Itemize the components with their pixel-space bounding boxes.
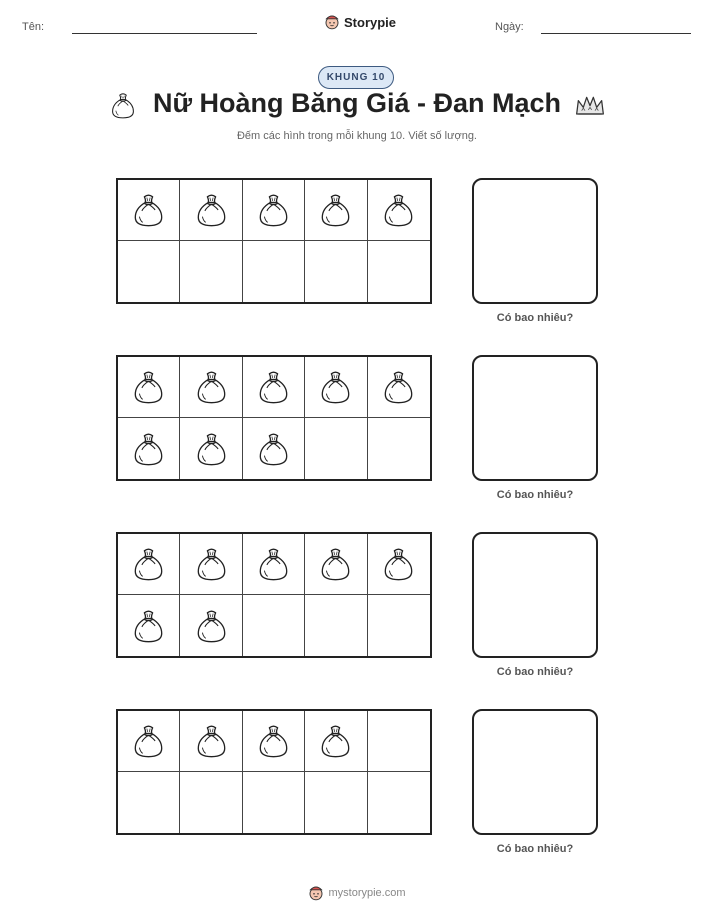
ten-frame-cell <box>118 241 180 302</box>
answer-box[interactable] <box>472 355 598 481</box>
ten-frame-cell <box>243 357 305 418</box>
money-bag-icon <box>257 191 290 229</box>
money-bag-icon <box>382 545 415 583</box>
ten-frame-cell <box>243 180 305 241</box>
count-question: Có bao nhiêu? <box>496 489 574 501</box>
money-bag-icon <box>195 545 228 583</box>
ten-frame-cell <box>368 711 430 772</box>
money-bag-icon <box>195 430 228 468</box>
ten-frame-cell <box>243 418 305 479</box>
ten-frame-cell <box>368 418 430 479</box>
ten-frame-cell <box>243 241 305 302</box>
date-label: Ngày: <box>495 21 524 33</box>
ten-frame-cell <box>305 357 367 418</box>
ten-frame-cell <box>243 595 305 656</box>
ten-frame-cell <box>368 357 430 418</box>
money-bag-icon <box>257 545 290 583</box>
ten-frame-cell <box>118 772 180 833</box>
ten-frame-cell <box>305 180 367 241</box>
money-bag-icon <box>319 545 352 583</box>
money-bag-icon <box>319 368 352 406</box>
instructions: Đếm các hình trong mỗi khung 10. Viết số lượng. <box>236 130 477 142</box>
ten-frame-cell <box>180 711 242 772</box>
ten-frame-cell <box>305 711 367 772</box>
ten-frame <box>116 709 432 835</box>
money-bag-icon <box>195 191 228 229</box>
storypie-mascot-icon <box>324 13 340 31</box>
money-bag-icon <box>132 430 165 468</box>
ten-frame <box>116 355 432 481</box>
ten-frame-cell <box>368 772 430 833</box>
ten-frame-cell <box>180 241 242 302</box>
footer <box>0 884 714 902</box>
name-field[interactable] <box>72 33 257 34</box>
ten-frame-cell <box>118 711 180 772</box>
ten-frame-cell <box>368 180 430 241</box>
ten-frame-cell <box>305 418 367 479</box>
ten-frame-cell <box>118 180 180 241</box>
ten-frame-cell <box>180 772 242 833</box>
ten-frame-cell <box>305 534 367 595</box>
money-bag-icon <box>257 368 290 406</box>
ten-frame-cell <box>368 241 430 302</box>
page-title: Nữ Hoàng Băng Giá - Đan Mạch <box>152 88 562 118</box>
ten-frame-cell <box>243 534 305 595</box>
ten-frame-cell <box>180 180 242 241</box>
ten-frame-cell <box>180 418 242 479</box>
date-field[interactable] <box>541 33 691 34</box>
money-bag-icon <box>132 545 165 583</box>
count-question: Có bao nhiêu? <box>496 312 574 324</box>
money-bag-icon <box>257 722 290 760</box>
count-question: Có bao nhiêu? <box>496 843 574 855</box>
answer-box[interactable] <box>472 709 598 835</box>
money-bag-icon <box>195 722 228 760</box>
money-bag-icon <box>319 191 352 229</box>
name-label: Tên: <box>22 21 45 33</box>
worksheet-type-badge: KHUNG 10 <box>318 66 394 89</box>
brand-logo <box>324 13 396 31</box>
footer-url[interactable]: mystorypie.com <box>328 887 406 899</box>
ten-frame-cell <box>180 357 242 418</box>
ten-frame <box>116 532 432 658</box>
ten-frame-cell <box>180 595 242 656</box>
ten-frame-cell <box>305 595 367 656</box>
money-bag-icon <box>132 191 165 229</box>
ten-frame-cell <box>368 534 430 595</box>
ten-frame-cell <box>118 534 180 595</box>
ten-frame-cell <box>305 772 367 833</box>
money-bag-icon <box>132 368 165 406</box>
money-bag-icon <box>382 368 415 406</box>
ten-frame-cell <box>180 534 242 595</box>
brand-name: Storypie <box>344 14 397 30</box>
ten-frame-cell <box>305 241 367 302</box>
ten-frame-cell <box>368 595 430 656</box>
ten-frame <box>116 178 432 304</box>
ten-frame-cell <box>243 711 305 772</box>
ten-frame-cell <box>118 418 180 479</box>
money-bag-icon <box>195 607 228 645</box>
answer-box[interactable] <box>472 532 598 658</box>
ten-frame-cell <box>118 595 180 656</box>
answer-box[interactable] <box>472 178 598 304</box>
money-bag-icon <box>257 430 290 468</box>
money-bag-icon <box>319 722 352 760</box>
ice-crown-icon <box>573 94 607 119</box>
money-bag-icon <box>132 722 165 760</box>
money-bag-icon <box>382 191 415 229</box>
storypie-mascot-icon <box>308 884 324 902</box>
ten-frame-cell <box>243 772 305 833</box>
count-question: Có bao nhiêu? <box>496 666 574 678</box>
money-bag-icon <box>195 368 228 406</box>
money-bag-icon <box>132 607 165 645</box>
ten-frame-cell <box>118 357 180 418</box>
